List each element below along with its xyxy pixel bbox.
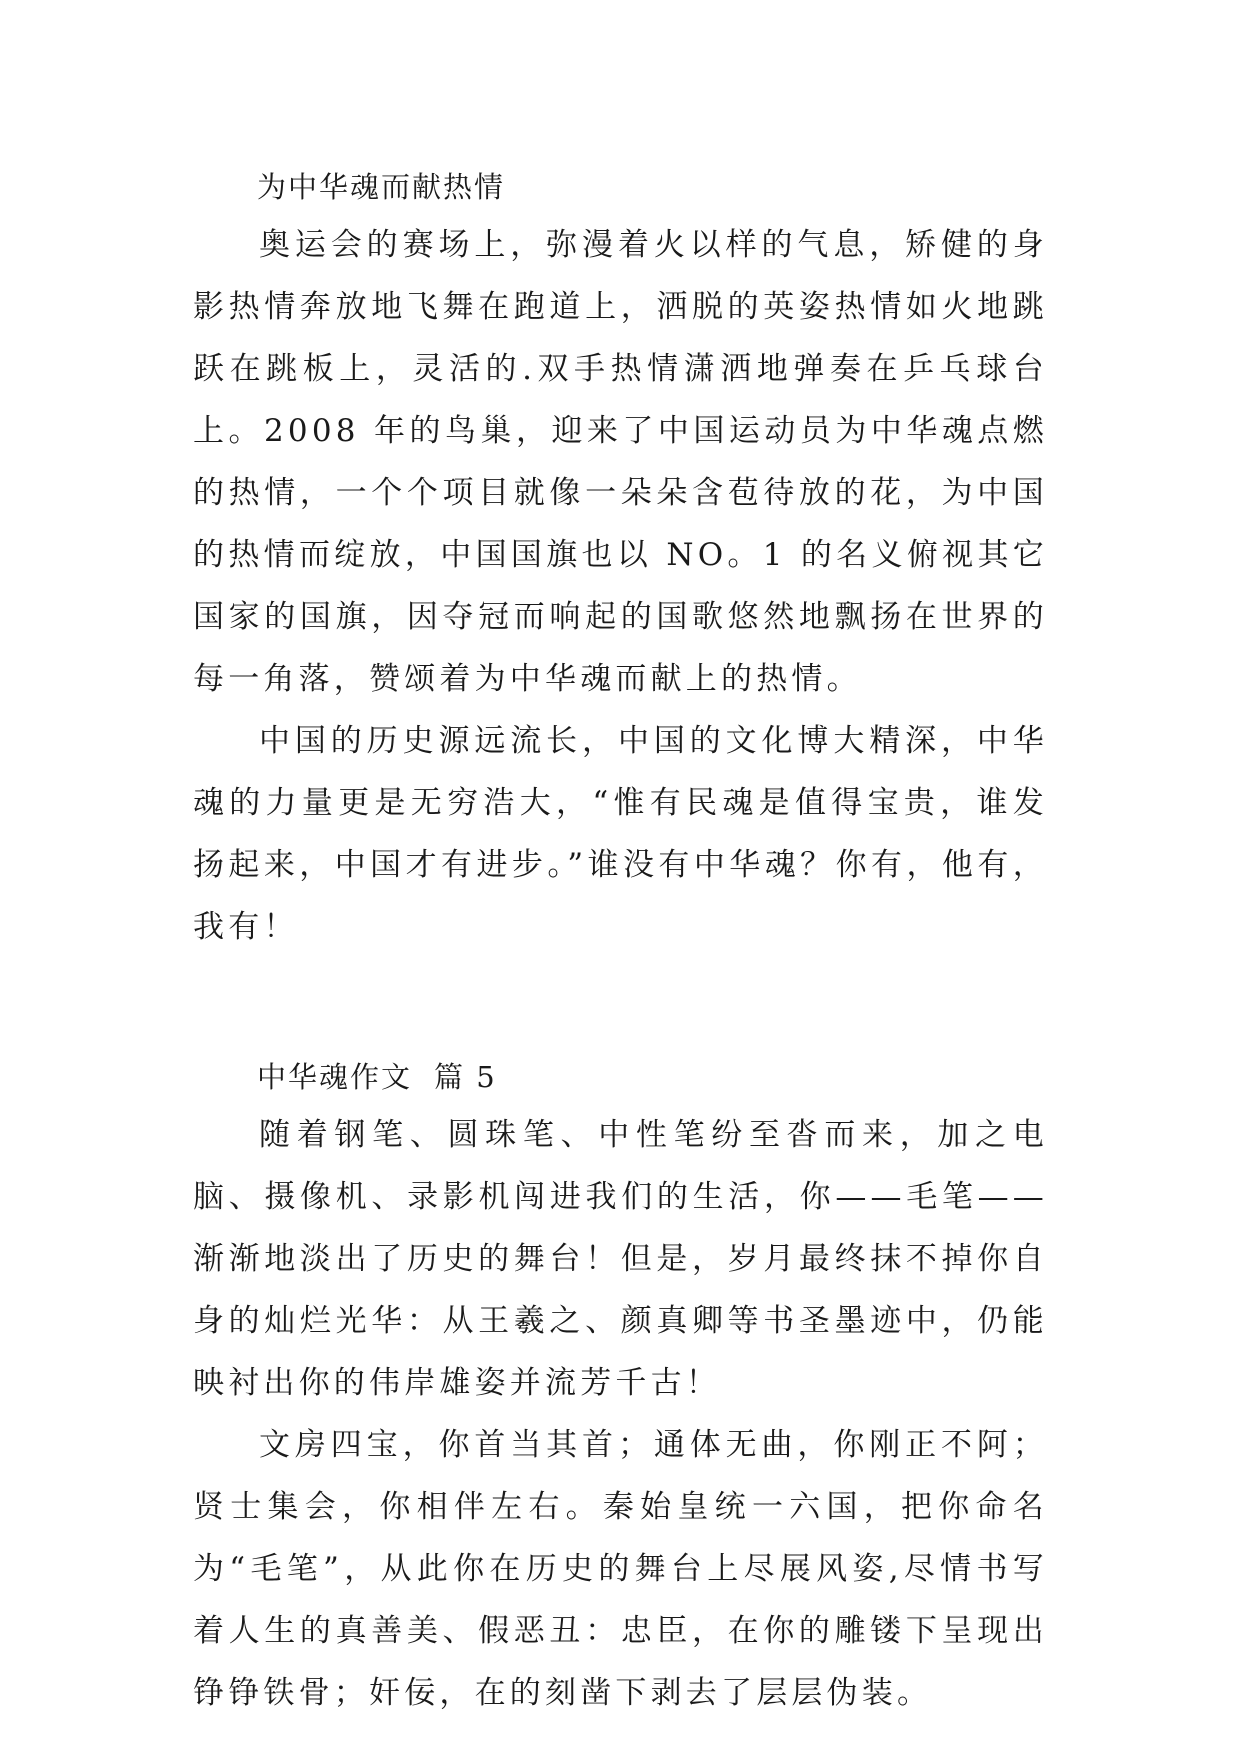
section-heading: 为中华魂而献热情: [257, 170, 506, 204]
document-page: [193, 160, 1048, 1724]
paragraph: 随着钢笔、圆珠笔、中性笔纷至沓而来，加之电脑、摄像机、录影机闯进我们的生活，你——毛笔——渐渐地淡出了历史的舞台！但是，岁月最终抹不掉你自身的灿烂光华：从王羲之、颜真卿等书圣墨迹中，仍能映衬出你的伟岸雄姿并流芳千古！: [193, 1117, 1048, 1401]
heading-title: 中华魂作文: [257, 1060, 413, 1094]
section-olympic-passion: [193, 168, 1048, 958]
heading-part-number: 篇 5: [434, 1060, 497, 1094]
paragraph: 奥运会的赛场上，弥漫着火以样的气息，矫健的身影热情奔放地飞舞在跑道上，洒脱的英姿热情如火地跳跃在跳板上，灵活的.双手热情潇洒地弹奏在乒乓球台上。2008 年的鸟巢，迎来了中国运动员为中华魂点燃的热情，一个个项目就像一朵朵含苞待放的花，为中国的热情而绽放，中国国旗也以 NO。1 的名义俯视其它国家的国旗，因夺冠而响起的国歌悠然地飘扬在世界的每一角落，赞颂着为中华魂而献上的热情。: [193, 227, 1048, 697]
paragraph: 文房四宝，你首当其首；通体无曲，你刚正不阿；贤士集会，你相伴左右。秦始皇统一六国，把你命名为“毛笔”，从此你在历史的舞台上尽展风姿,尽情书写着人生的真善美、假恶丑：忠臣，在你的雕镂下呈现出铮铮铁骨；奸佞，在的刻凿下剥去了层层伪装。: [193, 1427, 1048, 1711]
section-essay-part-5: [193, 1058, 1048, 1724]
paragraph: 中国的历史源远流长，中国的文化博大精深，中华魂的力量更是无穷浩大，“惟有民魂是值得宝贵，谁发扬起来，中国才有进步。”谁没有中华魂？你有，他有，我有！: [193, 723, 1048, 945]
section-heading: [193, 1058, 1048, 1096]
